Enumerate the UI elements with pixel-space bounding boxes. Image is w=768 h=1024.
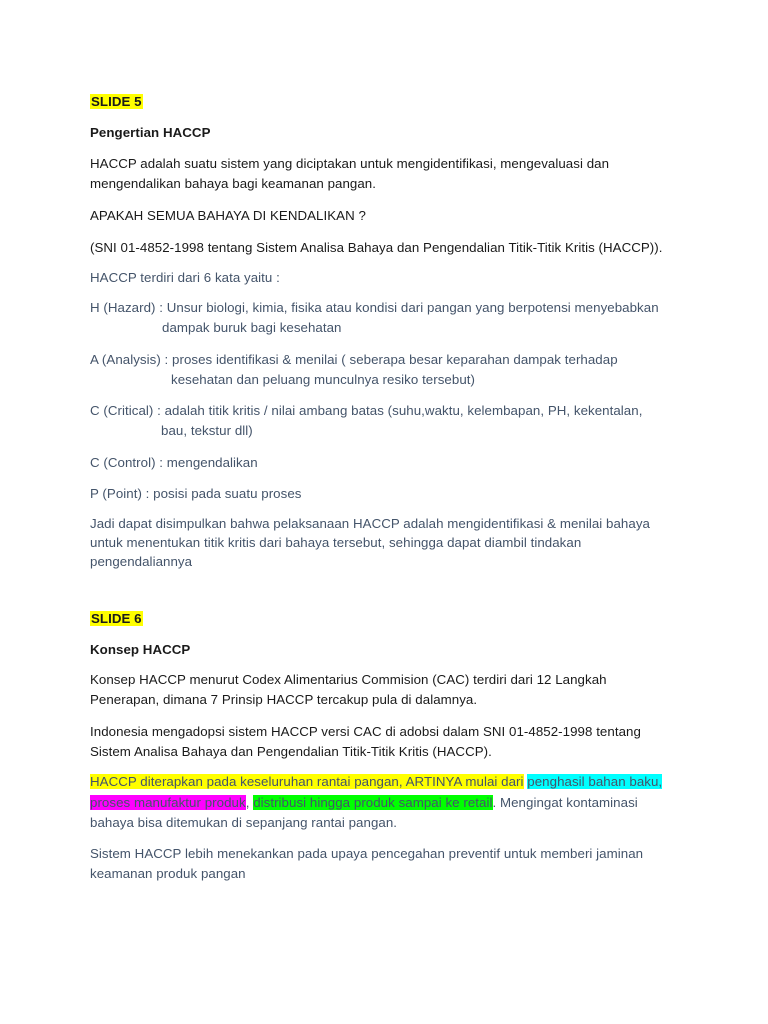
- prevent-line-1: Sistem HACCP lebih menekankan pada upaya pencegahan preventif untuk memberi jaminan: [90, 846, 644, 861]
- critical-line-1: C (Critical) : adalah titik kritis / nilai ambang batas (suhu,waktu, kelembapan, PH, kekentalan,: [90, 403, 643, 418]
- conclusion-line-3: pengendaliannya: [90, 554, 193, 569]
- question-line: APAKAH SEMUA BAHAYA DI KENDALIKAN ?: [90, 208, 366, 223]
- codex-line-2: Penerapan, dimana 7 Prinsip HACCP tercakup pula di dalamnya.: [90, 692, 478, 707]
- apply-line-2: [90, 793, 638, 813]
- comma-text: ,: [245, 795, 250, 810]
- prevent-line-2: keamanan produk pangan: [90, 866, 246, 881]
- conclusion-line-2: untuk menentukan titik kritis dari bahaya tersebut, sehingga dapat diambil tindakan: [90, 535, 582, 550]
- highlight-magenta-text: proses manufaktur produk: [90, 795, 246, 810]
- words-intro: HACCP terdiri dari 6 kata yaitu :: [90, 270, 280, 285]
- control-line: C (Control) : mengendalikan: [90, 455, 258, 470]
- apply-line-3: bahaya bisa ditemukan di sepanjang rantai pangan.: [90, 815, 398, 830]
- hazard-line-2: dampak buruk bagi kesehatan: [162, 320, 342, 335]
- analysis-line-2: kesehatan dan peluang munculnya resiko tersebut): [171, 372, 475, 387]
- intro-line-1: HACCP adalah suatu sistem yang diciptakan untuk mengidentifikasi, mengevaluasi dan: [90, 156, 610, 171]
- intro-line-2: mengendalikan bahaya bagi keamanan pangan.: [90, 176, 376, 191]
- slide-6-label: SLIDE 6: [91, 611, 142, 626]
- slide-5-block: [90, 92, 143, 112]
- hazard-line-1: H (Hazard) : Unsur biologi, kimia, fisika atau kondisi dari pangan yang berpotensi menyebabkan: [90, 300, 659, 315]
- codex-line-1: Konsep HACCP menurut Codex Alimentarius Commision (CAC) terdiri dari 12 Langkah: [90, 672, 607, 687]
- point-line: P (Point) : posisi pada suatu proses: [90, 486, 302, 501]
- highlight-cyan-text: penghasil bahan baku,: [527, 774, 663, 789]
- conclusion-line-1: Jadi dapat disimpulkan bahwa pelaksanaan HACCP adalah mengidentifikasi & menilai bahaya: [90, 516, 650, 531]
- analysis-line-1: A (Analysis) : proses identifikasi & menilai ( seberapa besar keparahan dampak terhadap: [90, 352, 618, 367]
- highlight-green-text: distribusi hingga produk sampai ke retail: [253, 795, 493, 810]
- critical-line-2: bau, tekstur dll): [161, 423, 253, 438]
- apply-tail-text: . Mengingat kontaminasi: [492, 795, 638, 810]
- slide-5-heading: Pengertian HACCP: [90, 125, 211, 140]
- slide-6-heading: Konsep HACCP: [90, 642, 191, 657]
- indonesia-line-2: Sistem Analisa Bahaya dan Pengendalian Titik-Titik Kritis (HACCP).: [90, 744, 492, 759]
- highlight-yellow-text: HACCP diterapkan pada keseluruhan rantai pangan, ARTINYA mulai dari: [90, 774, 524, 789]
- apply-line-1: [90, 772, 662, 792]
- indonesia-line-1: Indonesia mengadopsi sistem HACCP versi CAC di adobsi dalam SNI 01-4852-1998 tentang: [90, 724, 641, 739]
- slide-5-label: SLIDE 5: [91, 94, 142, 109]
- sni-line: (SNI 01-4852-1998 tentang Sistem Analisa Bahaya dan Pengendalian Titik-Titik Kritis (HACCP)).: [90, 240, 663, 255]
- slide-6-block: [90, 609, 143, 629]
